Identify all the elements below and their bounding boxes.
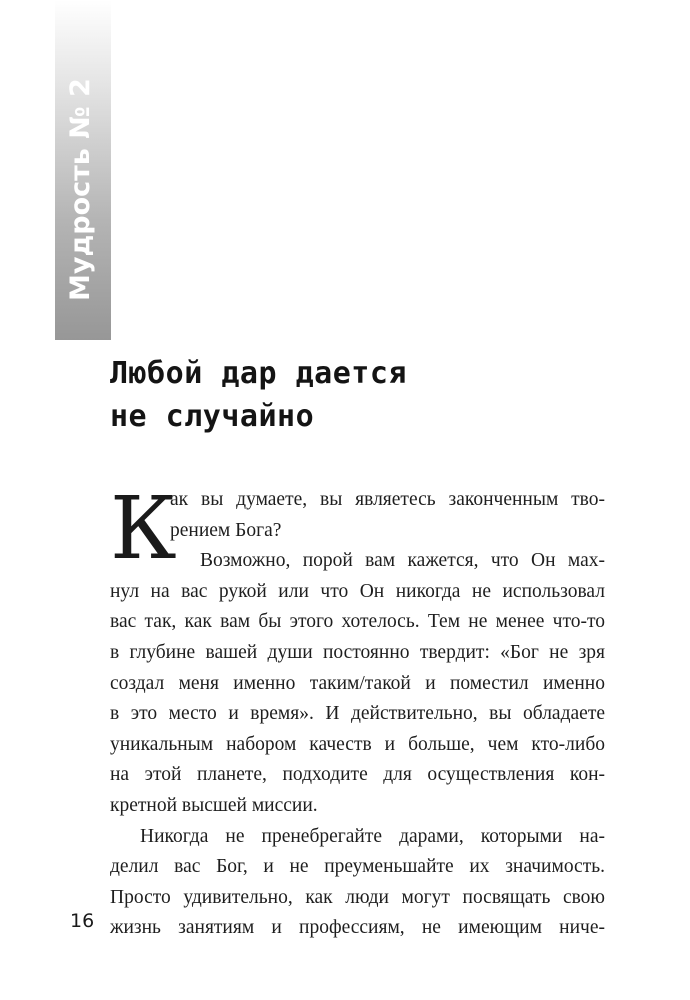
body-line: кретной высшей миссии. <box>110 794 318 816</box>
body-line: рением Бога? <box>170 519 282 541</box>
body-line: делил вас Бог, и не преуменьшайте их значимость. <box>110 856 605 878</box>
page-number: 16 <box>70 910 95 932</box>
chapter-side-tab <box>55 0 111 340</box>
body-line: Возможно, порой вам кажется, что Он мах- <box>200 550 605 572</box>
body-line: уникальным набором качеств и больше, чем кто-либо <box>110 733 605 755</box>
body-line: жизнь занятиям и профессиям, не имеющим ниче- <box>110 917 605 939</box>
body-line: вас так, как вам бы этого хотелось. Тем не менее что-то <box>110 611 605 633</box>
chapter-heading-line-1: Любой дар дается <box>110 356 407 391</box>
body-line: Никогда не пренебрегайте дарами, которыми на- <box>140 825 605 847</box>
chapter-heading-line-2: не случайно <box>110 399 315 434</box>
body-line: создал меня именно таким/такой и поместил именно <box>110 672 605 694</box>
body-line: на этой планете, подходите для осуществления кон- <box>110 764 605 786</box>
chapter-heading <box>110 352 407 438</box>
body-line: в это место и время». И действительно, вы обладаете <box>110 703 605 725</box>
body-line: в глубине вашей души постоянно твердит: «Бог не зря <box>110 641 605 663</box>
chapter-side-tab-label: Мудрость № 2 <box>65 78 96 301</box>
body-line: Просто удивительно, как люди могут посвящать свою <box>110 886 605 908</box>
body-line: ак вы думаете, вы являетесь законченным тво- <box>170 489 605 510</box>
body-line: нул на вас рукой или что Он никогда не использовал <box>110 580 605 602</box>
drop-cap: К <box>110 479 177 579</box>
body-text <box>110 479 605 944</box>
